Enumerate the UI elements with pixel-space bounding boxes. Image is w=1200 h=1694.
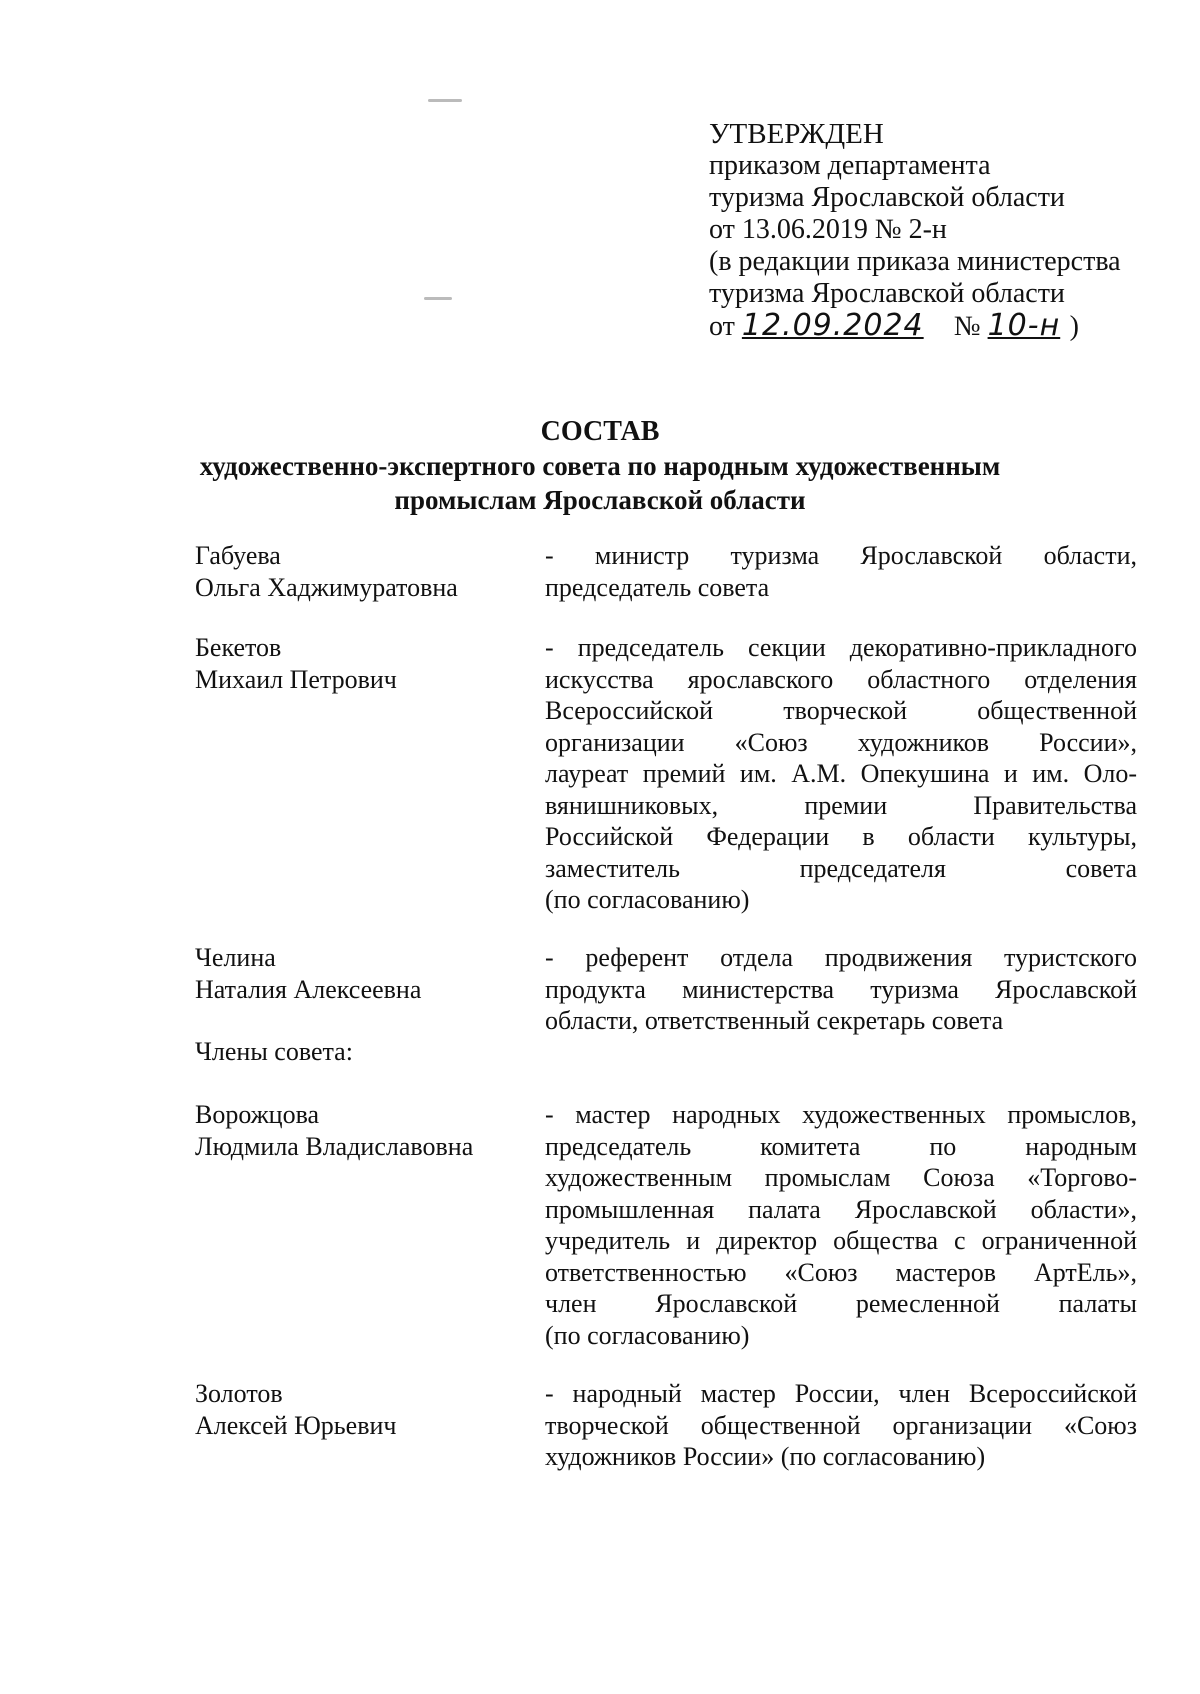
desc-line: - министр туризма Ярославской области, [545,541,1137,570]
approval-line: (в редакции приказа министерства [709,246,1121,277]
desc-line: области, ответственный секретарь совета [545,1006,1004,1035]
title-line: промыслам Ярославской области [394,485,806,515]
desc-line: учредитель и директор общества с ограниченной [545,1226,1137,1255]
desc-line: творческой общественной организации «Союз [545,1410,1137,1440]
edition-date-field [742,310,947,343]
desc-line: организации «Союз художников России», [545,727,1137,757]
member-name [195,1099,535,1162]
member-given: Наталия Алексеевна [195,974,422,1004]
approval-line: приказом департамента [709,150,991,181]
member-description [545,1378,1137,1473]
member-given: Михаил Петрович [195,664,397,694]
desc-line: лауреат премий им. А.М. Опекушина и им. Оло- [545,759,1137,788]
document-title [0,415,1200,517]
desc-line: (по согласованию) [545,1320,750,1350]
desc-line: заместитель председателя совета [545,853,1137,883]
desc-line: председатель комитета по народным [545,1131,1137,1161]
desc-line: продукта министерства туризма Ярославской [545,974,1137,1004]
member-surname: Челина [195,943,276,972]
desc-line: - референт отдела продвижения туристского [545,943,1137,972]
title-line: художественно-экспертного совета по народным художественным [199,451,1001,481]
member-name [195,1378,535,1441]
scan-speck [428,99,462,102]
edition-prefix: от [709,311,735,342]
edition-number: 10-н [987,308,1061,343]
edition-no-label: № [953,311,981,342]
desc-line: Российской Федерации в области культуры, [545,822,1137,851]
desc-line: художников России» (по согласованию) [545,1442,986,1471]
approval-edition [709,310,1169,343]
desc-line: председатель совета [545,572,770,602]
member-name [195,632,535,695]
desc-line: художественным промыслам Союза «Торгово- [545,1163,1137,1192]
desc-line: промышленная палата Ярославской области», [545,1194,1137,1224]
title-main: СОСТАВ [540,416,660,447]
approval-line: туризма Ярославской области [709,278,1065,309]
approval-line: от 13.06.2019 № 2-н [709,214,947,245]
member-surname: Бекетов [195,633,282,662]
desc-line: (по согласованию) [545,885,750,914]
approval-block [709,118,1169,343]
desc-line: - мастер народных художественных промыслов, [545,1100,1137,1129]
desc-line: - народный мастер России, член Всероссийской [545,1379,1137,1408]
approval-status: УТВЕРЖДЕН [709,118,884,150]
scan-speck [424,297,452,300]
member-surname: Ворожцова [195,1100,320,1129]
desc-line: Всероссийской творческой общественной [545,696,1137,725]
desc-line: ответственностью «Союз мастеров АртЕль», [545,1257,1137,1287]
desc-line: - председатель секции декоративно-прикладного [545,633,1137,662]
desc-line: искусства ярославского областного отделения [545,664,1137,694]
members-section-label: Члены совета: [195,1037,353,1066]
member-given: Ольга Хаджимуратовна [195,572,458,602]
desc-line: член Ярославской ремесленной палаты [545,1289,1137,1318]
edition-number-field [988,310,1070,343]
member-surname: Золотов [195,1379,283,1408]
member-surname: Габуева [195,541,281,570]
member-given: Алексей Юрьевич [195,1410,397,1440]
edition-date: 12.09.2024 [741,308,924,343]
member-name [195,942,535,1005]
approval-line: туризма Ярославской области [709,182,1065,213]
member-description [545,540,1137,603]
member-given: Людмила Владиславовна [195,1131,474,1161]
member-description [545,942,1137,1037]
edition-close: ) [1069,311,1079,342]
desc-line: вянишниковых, премии Правительства [545,790,1137,820]
member-description [545,1099,1137,1351]
member-description [545,632,1137,916]
member-name [195,540,535,603]
